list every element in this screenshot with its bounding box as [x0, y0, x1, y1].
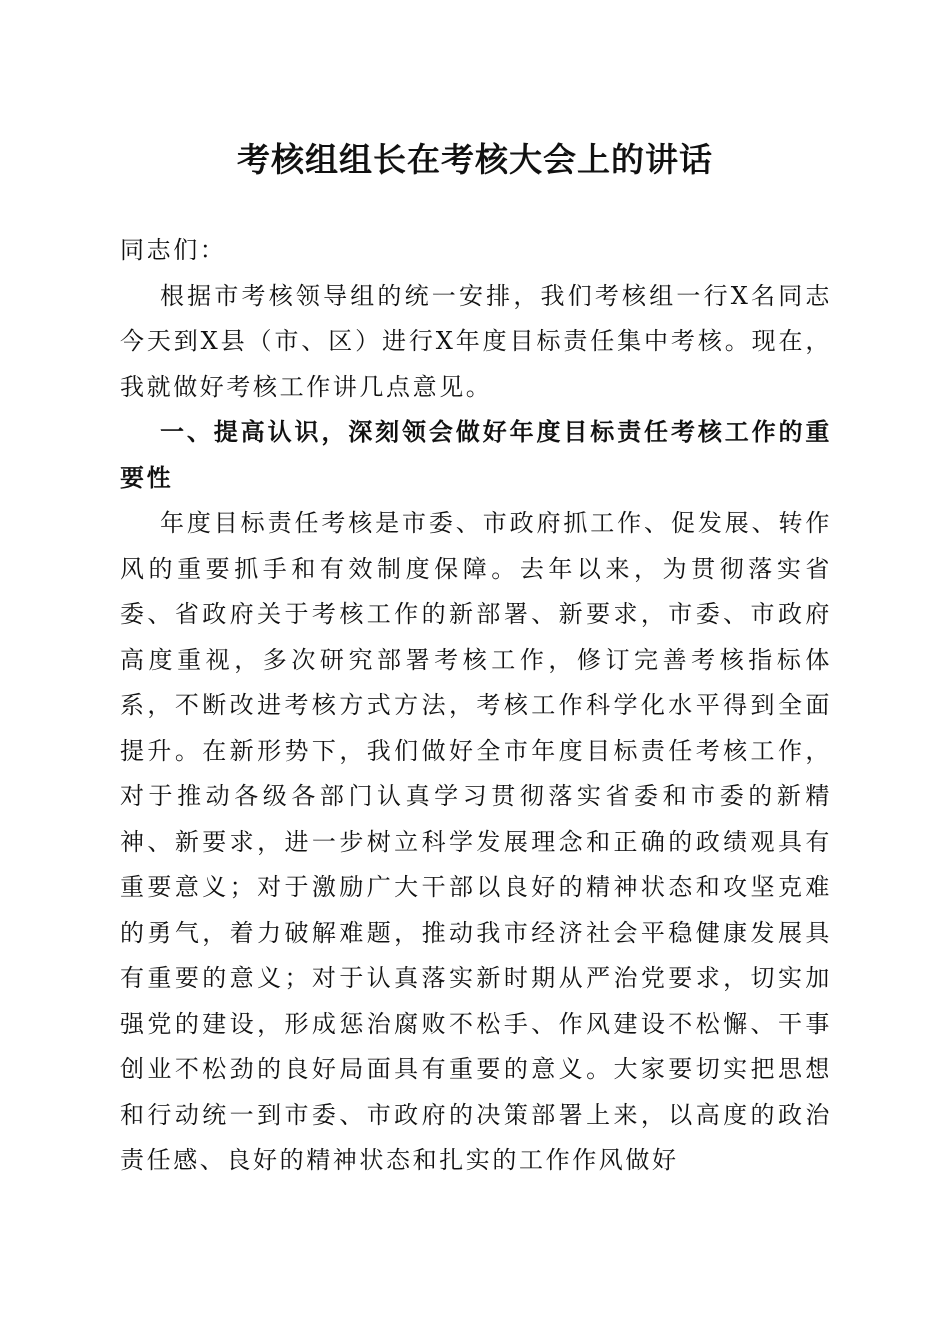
section-1-paragraph: 年度目标责任考核是市委、市政府抓工作、促发展、转作风的重要抓手和有效制度保障。去年以来，为贯彻落实省委、省政府关于考核工作的新部署、新要求，市委、市政府高度重视，多次研究部署考核工作，修订完善考核指标体系，不断改进考核方式方法，考核工作科学化水平得到全面提升。在新形势下，我们做好全市年度目标责任考核工作，对于推动各级各部门认真学习贯彻落实省委和市委的新精神、新要求，进一步树立科学发展理念和正确的政绩观具有重要意义；对于激励广大干部以良好的精神状态和攻坚克难的勇气，着力破解难题，推动我市经济社会平稳健康发展具有重要的意义；对于认真落实新时期从严治党要求，切实加强党的建设，形成惩治腐败不松手、作风建设不松懈、干事创业不松劲的良好局面具有重要的意义。大家要切实把思想和行动统一到市委、市政府的决策部署上来，以高度的政治责任感、良好的精神状态和扎实的工作作风做好 [120, 509, 832, 1174]
intro-paragraph: 根据市考核领导组的统一安排，我们考核组一行X名同志今天到X县（市、区）进行X年度目标责任集中考核。现在，我就做好考核工作讲几点意见。 [120, 281, 832, 401]
document-body [120, 228, 832, 1184]
section-heading-1: 一、提高认识，深刻领会做好年度目标责任考核工作的重要性 [120, 418, 832, 492]
salutation: 同志们： [120, 236, 227, 264]
document-title: 考核组组长在考核大会上的讲话 [237, 140, 713, 179]
